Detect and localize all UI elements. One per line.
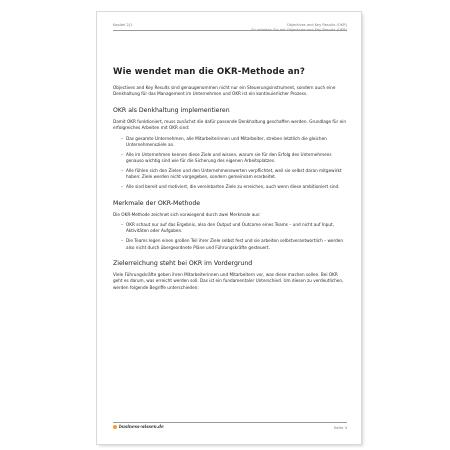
header-title-line2: So arbeiten Sie mit Objectives and Key Results (OKR) <box>251 28 347 32</box>
list-item: – Alle fühlen sich den Zielen und den Unternehmenswerten verpflichtet, weil sie selbst daran mitgewirkt haben: Ziele werden nicht vorgegeben, sondern gemeinsam erarbeitet. <box>121 168 347 181</box>
page-title: Wie wendet man die OKR-Methode an? <box>113 67 305 77</box>
section-heading: OKR als Denkhaltung implementieren <box>113 106 230 114</box>
section-paragraph: Die OKR-Methode zeichnet sich vorwiegend durch zwei Merkmale aus: <box>113 211 261 217</box>
list-item: – Das gesamte Unternehmen, alle Mitarbeiterinnen und Mitarbeiter, streben letztlich die gleichen Unternehmensziele an. <box>121 136 347 149</box>
header-title-line1: Objectives and Key Results (OKR) <box>286 23 347 27</box>
section-merkmale <box>113 200 347 251</box>
bullet-list <box>113 136 347 191</box>
header-divider <box>113 30 347 31</box>
section-zielerreichung <box>113 260 347 291</box>
footer-logo <box>113 424 164 429</box>
list-item: – Alle im Unternehmen kennen diese Ziele und wissen, warum sie für den Erfolg des Unternehmens genauso wichtig sind wie für die Sicherung des eigenen Arbeitsplatzes. <box>121 152 347 165</box>
section-heading: Merkmale der OKR-Methode <box>113 199 201 207</box>
page-content <box>113 67 347 295</box>
section-paragraph: Damit OKR funktioniert, muss zunächst die dafür passende Denkhaltung geschaffen werden. Grundlage für ein erfolgreiches Arbeiten mit OKR sind: <box>113 118 346 131</box>
bullet-list <box>113 222 347 251</box>
header-chapter: Kapitel 2|1 <box>113 23 133 27</box>
footer-logo-text: business-wissen.de <box>119 424 164 429</box>
list-item: – Alle sind bereit und motiviert, die vereinbarten Ziele zu erreichen, auch wenn diese ambitioniert sind. <box>121 184 347 190</box>
page-number: Seite 4 <box>333 425 347 430</box>
logo-dot-icon <box>113 425 117 429</box>
section-denkhaltung <box>113 107 347 191</box>
document-page <box>97 12 361 444</box>
footer-divider <box>113 422 347 423</box>
section-paragraph: Viele Führungskräfte geben ihren Mitarbeiterinnen und Mitarbeitern vor, was diese machen sollen. Bei OKR geht es darum, was erreicht werden soll. Das ist ein fundamentaler Unterschied. Um diesen zu verdeutlichen, werden folgende Begriffe unterschieden: <box>113 272 344 290</box>
header-title <box>251 23 347 33</box>
list-item: – Die Teams legen einen großen Teil ihrer Ziele selbst fest und sie arbeiten selbstverantwortlich – werden also nicht durch übergeordnete Pläne und Führungskräfte gesteuert. <box>121 238 347 251</box>
intro-paragraph: Objectives and Key Results sind genaugenommen nicht nur ein Steuerungsinstrument, sondern auch eine Denkhaltung für das Management im Unternehmen und OKR ist ein kontinuierlicher Prozess. <box>113 85 336 97</box>
list-item: – OKR schaut nur auf das Ergebnis, also den Output und Outcome eines Teams – und nicht auf Input, Aktivitäten oder Aufgaben. <box>121 222 347 235</box>
section-heading: Zielerreichung steht bei OKR im Vordergrund <box>113 260 253 268</box>
